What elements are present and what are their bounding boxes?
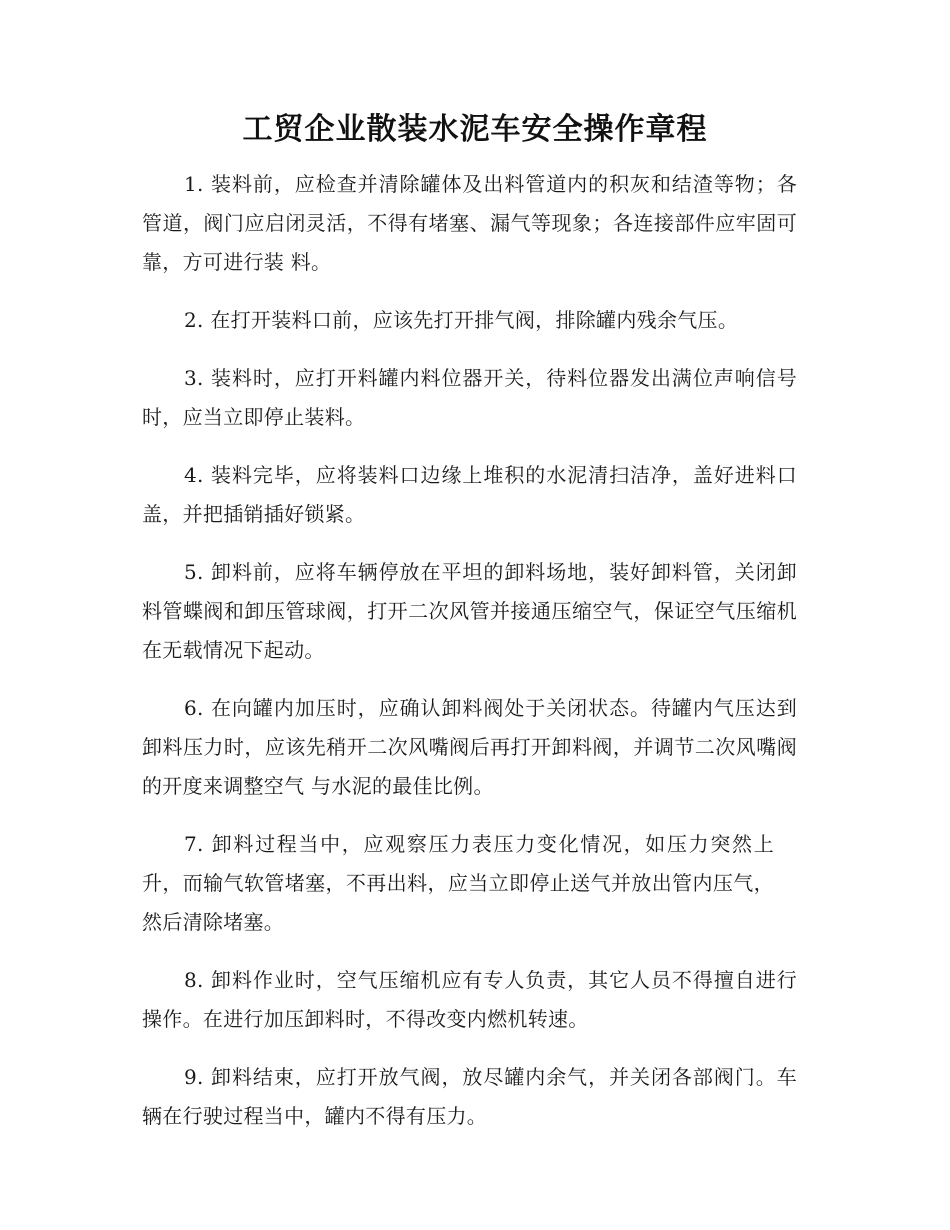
document-title: 工贸企业散装水泥车安全操作章程 <box>242 112 708 147</box>
paragraph-3: 3. 装料时，应打开料罐内料位器开关，待料位器发出满位声响信号时，应当立即停止装料。 <box>142 366 797 429</box>
paragraph-5: 5. 卸料前，应将车辆停放在平坦的卸料场地，装好卸料管，关闭卸料管蝶阀和卸压管球阀，打开二次风管并接通压缩空气，保证空气压缩机在无载情况下起动。 <box>142 560 797 662</box>
paragraph-9: 9. 卸料结束，应打开放气阀，放尽罐内余气，并关闭各部阀门。车辆在行驶过程当中，罐内不得有压力。 <box>142 1065 797 1128</box>
paragraph-2: 2. 在打开装料口前，应该先打开排气阀，排除罐内残余气压。 <box>184 308 739 332</box>
document-body <box>142 165 797 1155</box>
paragraph-8: 8. 卸料作业时，空气压缩机应有专人负责，其它人员不得擅自进行操作。在进行加压卸料时，不得改变内燃机转速。 <box>142 968 797 1031</box>
paragraph-7: 7. 卸料过程当中，应观察压力表压力变化情况，如压力突然上升，而输气软管堵塞，不再出料，应当立即停止送气并放出管内压气，然后清除堵塞。 <box>142 832 774 934</box>
paragraph-6: 6. 在向罐内加压时，应确认卸料阀处于关闭状态。待罐内气压达到卸料压力时，应该先稍开二次风嘴阀后再打开卸料阀，并调节二次风嘴阀的开度来调整空气 与水泥的最佳比例。 <box>142 696 797 798</box>
paragraph-1: 1. 装料前，应检查并清除罐体及出料管道内的积灰和结渣等物；各管道，阀门应启闭灵活，不得有堵塞、漏气等现象；各连接部件应牢固可靠，方可进行装 料。 <box>142 172 797 274</box>
paragraph-4: 4. 装料完毕，应将装料口边缘上堆积的水泥清扫洁净，盖好进料口盖，并把插销插好锁紧。 <box>142 463 797 526</box>
